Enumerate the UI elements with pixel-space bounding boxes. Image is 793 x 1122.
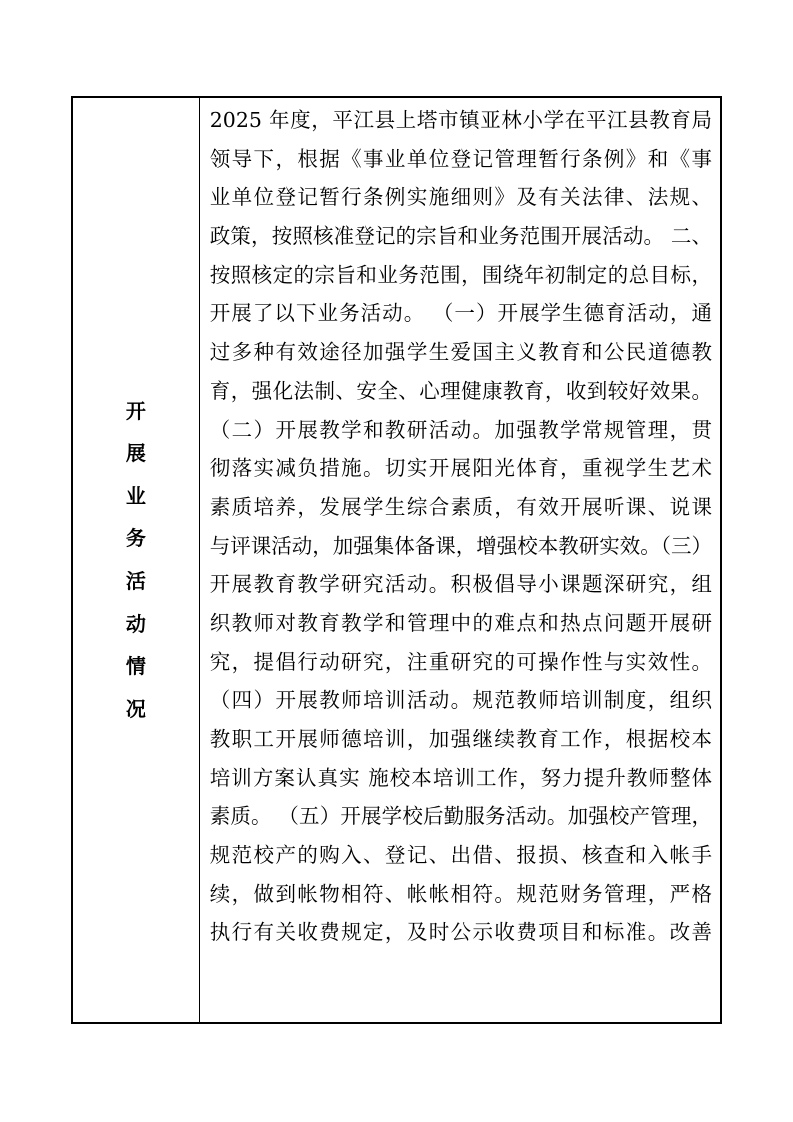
- content-line: 开展教育教学研究活动。积极倡导小课题深研究，组: [209, 572, 712, 597]
- section-label-char: 况: [125, 696, 146, 721]
- content-line: 素质。 （五）开展学校后勤服务活动。加强校产管理，: [209, 804, 712, 829]
- content-line: 续，做到帐物相符、帐帐相符。规范财务管理，严格: [209, 881, 712, 906]
- content-line: 素质培养，发展学生综合素质，有效开展听课、说课: [209, 494, 712, 519]
- content-line: （二）开展教学和教研活动。加强教学常规管理，贯: [209, 417, 712, 442]
- content-line: 政策，按照核准登记的宗旨和业务范围开展活动。 二、: [209, 224, 712, 249]
- content-line: 究，提倡行动研究，注重研究的可操作性与实效性。: [209, 649, 712, 674]
- section-label-char: 动: [125, 611, 146, 636]
- section-label-char: 开: [125, 398, 146, 423]
- content-line: 按照核定的宗旨和业务范围，围绕年初制定的总目标，: [209, 262, 712, 287]
- section-label-char: 情: [125, 654, 146, 679]
- content-line: 育，强化法制、安全、心理健康教育，收到较好效果。: [209, 378, 712, 403]
- section-content-cell: [200, 98, 720, 1022]
- content-line: 规范校产的购入、登记、出借、报损、核查和入帐手: [209, 843, 712, 868]
- content-line: 开展了以下业务活动。 （一）开展学生德育活动，通: [209, 301, 712, 326]
- content-line: 培训方案认真实 施校本培训工作，努力提升教师整体: [209, 765, 712, 790]
- content-line: 业单位登记暂行条例实施细则》及有关法律、法规、: [209, 185, 712, 210]
- content-line: 执行有关收费规定，及时公示收费项目和标准。改善: [209, 920, 712, 945]
- content-line: 过多种有效途径加强学生爱国主义教育和公民道德教: [209, 340, 712, 365]
- content-line: 彻落实减负措施。切实开展阳光体育，重视学生艺术: [209, 456, 712, 481]
- section-label-char: 务: [125, 526, 146, 551]
- content-line: 织教师对教育教学和管理中的难点和热点问题开展研: [209, 610, 712, 635]
- content-line: （四）开展教师培训活动。规范教师培训制度，组织: [209, 688, 712, 713]
- section-label-char: 业: [125, 483, 146, 508]
- content-line: 领导下，根据《事业单位登记管理暂行条例》和《事: [209, 146, 712, 171]
- activity-table: [71, 96, 722, 1024]
- content-line: 2025 年度，平江县上塔市镇亚林小学在平江县教育局: [209, 108, 712, 132]
- content-line: 教职工开展师德培训，加强继续教育工作，根据校本: [209, 727, 712, 751]
- section-label-char: 展: [125, 441, 146, 466]
- section-label-char: 活: [125, 569, 146, 593]
- section-label-cell: [73, 98, 200, 1022]
- content-line: 与评课活动，加强集体备课，增强校本教研实效。（三）: [209, 533, 712, 558]
